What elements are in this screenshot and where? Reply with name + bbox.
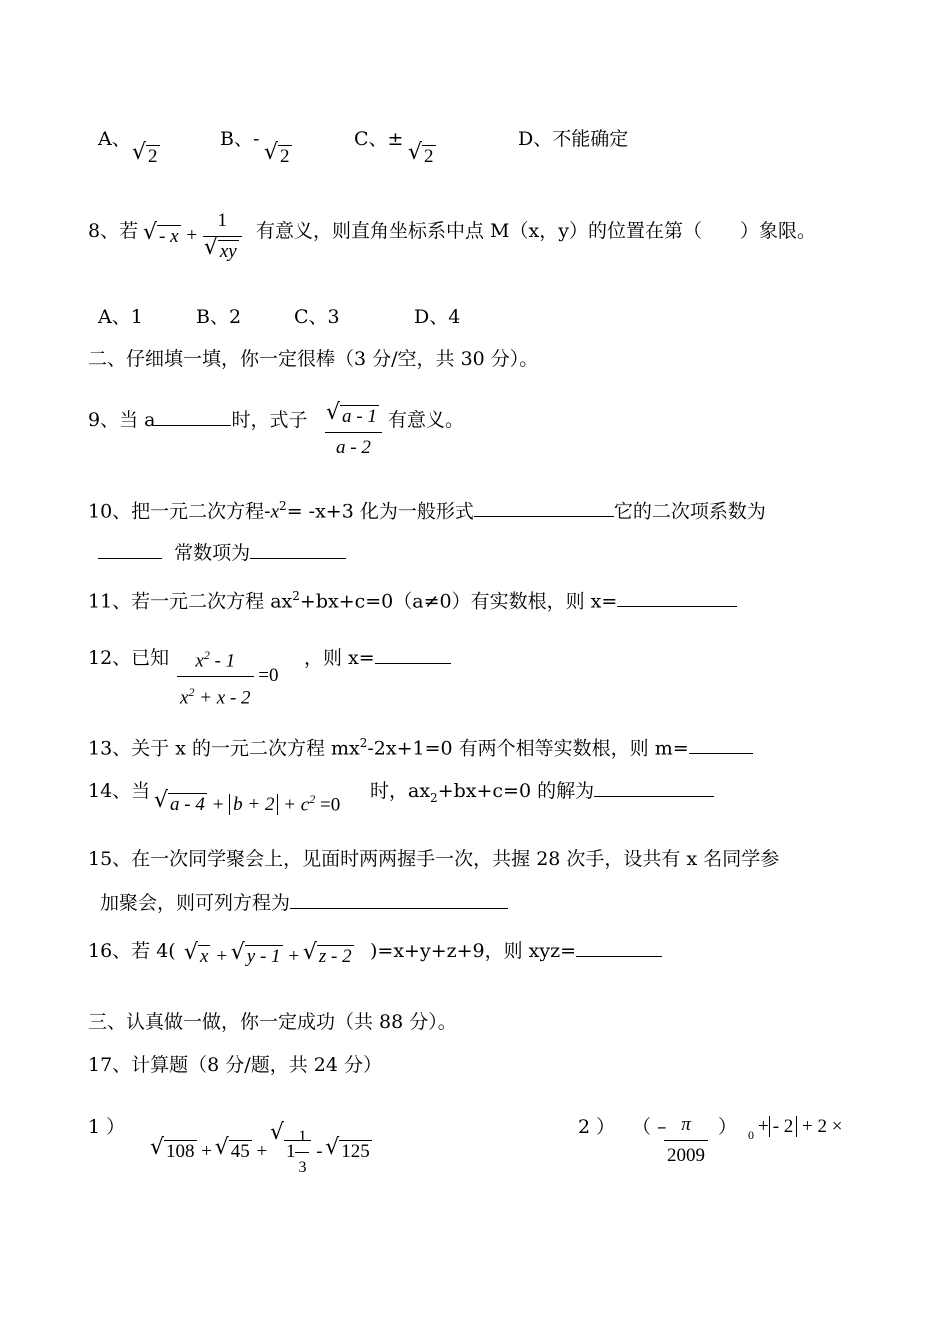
q17-part2-open: （ – (632, 1116, 667, 1138)
q7-option-a: A、 (98, 128, 131, 150)
q7-option-a-value: √ 2 (134, 144, 160, 170)
q11-text: 11、若一元二次方程 $ax^2+bx+c=0(a\ne 0)$有实数根，则 x= (88, 583, 737, 614)
q13-text: 13、关于 x 的一元二次方程 $mx^2-2x+1=0$ 有两个相等实数根，则 m= (88, 730, 753, 761)
q8-option-a: A、1 (98, 306, 143, 328)
q10-line1: 10、把一元二次方程$-x^2= -x+3$ 化为一般形式 它的二次项系数为 (88, 499, 766, 523)
q17-part2-label: 2 ） (578, 1116, 616, 1138)
section-3-heading: 三、认真做一做，你一定成功（共 88 分）。 (88, 1011, 457, 1033)
q17-part1-expression: √ 108 + √ 45 + √ 1 $\frac{1}{3}$ - √ 125 (152, 1124, 372, 1181)
q16-expression: √ x + √ y - 1 + √ z - 2 (186, 944, 354, 970)
q7-option-d: D、不能确定 (518, 128, 629, 150)
q12-expression: $\frac{x^2 - 1}{x^2 + x - 2}$ =0 (177, 642, 279, 712)
q17-part2-close: ） (718, 1116, 738, 1138)
q16-prefix: 16、若 4( (88, 940, 176, 962)
q7-option-b-value: √ 2 (266, 144, 292, 170)
q17-part2-exponent: 0 (748, 1128, 754, 1142)
q9-text: 9、当 a 时，式子 (88, 409, 308, 431)
q8-expression: √ - x + 1 √ xy (145, 208, 242, 265)
q8-option-d: D、4 (414, 306, 461, 328)
q14-suffix: 时，$ax_2+bx+c=0$ 的解为 (370, 778, 714, 811)
q8-suffix: 有意义，则直角坐标系中点 M（x，y）的位置在第（ ）象限。 (256, 220, 816, 242)
q10-line2: 常数项为 (98, 540, 346, 566)
section-2-heading: 二、仔细填一填，你一定很棒（3 分/空，共 30 分）。 (88, 348, 539, 370)
q9-suffix: 有意义。 (388, 409, 465, 431)
q8-prefix: 8、若 (88, 220, 139, 242)
q15-line2: 加聚会，则可列方程为 (100, 890, 508, 916)
q7-option-c: C、± (354, 128, 404, 150)
q8-option-c: C、3 (294, 306, 340, 328)
q12-prefix: 12、已知 (88, 647, 170, 669)
q7-option-b: B、- (220, 128, 260, 150)
q15-line1: 15、在一次同学聚会上，见面时两两握手一次，共握 28 次手，设共有 x 名同学参 (88, 848, 780, 870)
q17-part1-label: 1 ） (88, 1116, 126, 1138)
q14-expression: √ $a - 4 + b + 2 + c^2 =0$ (156, 786, 340, 818)
q12-suffix: ，则 x= (304, 645, 451, 671)
q7-option-c-value: √ 2 (410, 144, 436, 170)
q17-part2-rest: + - 2 + 2 × (758, 1116, 843, 1137)
q17-part2-fraction: $\frac{\pi}{2009}$ (664, 1112, 708, 1169)
q16-suffix: )=x+y+z+9，则 xyz= (370, 938, 662, 964)
q14-prefix: 14、当 (88, 780, 151, 802)
q8-option-b: B、2 (196, 306, 242, 328)
q17-title: 17、计算题（8 分/题，共 24 分） (88, 1054, 382, 1076)
q9-expression: √ $\frac{a - 1}{a - 2}$ (325, 404, 382, 461)
